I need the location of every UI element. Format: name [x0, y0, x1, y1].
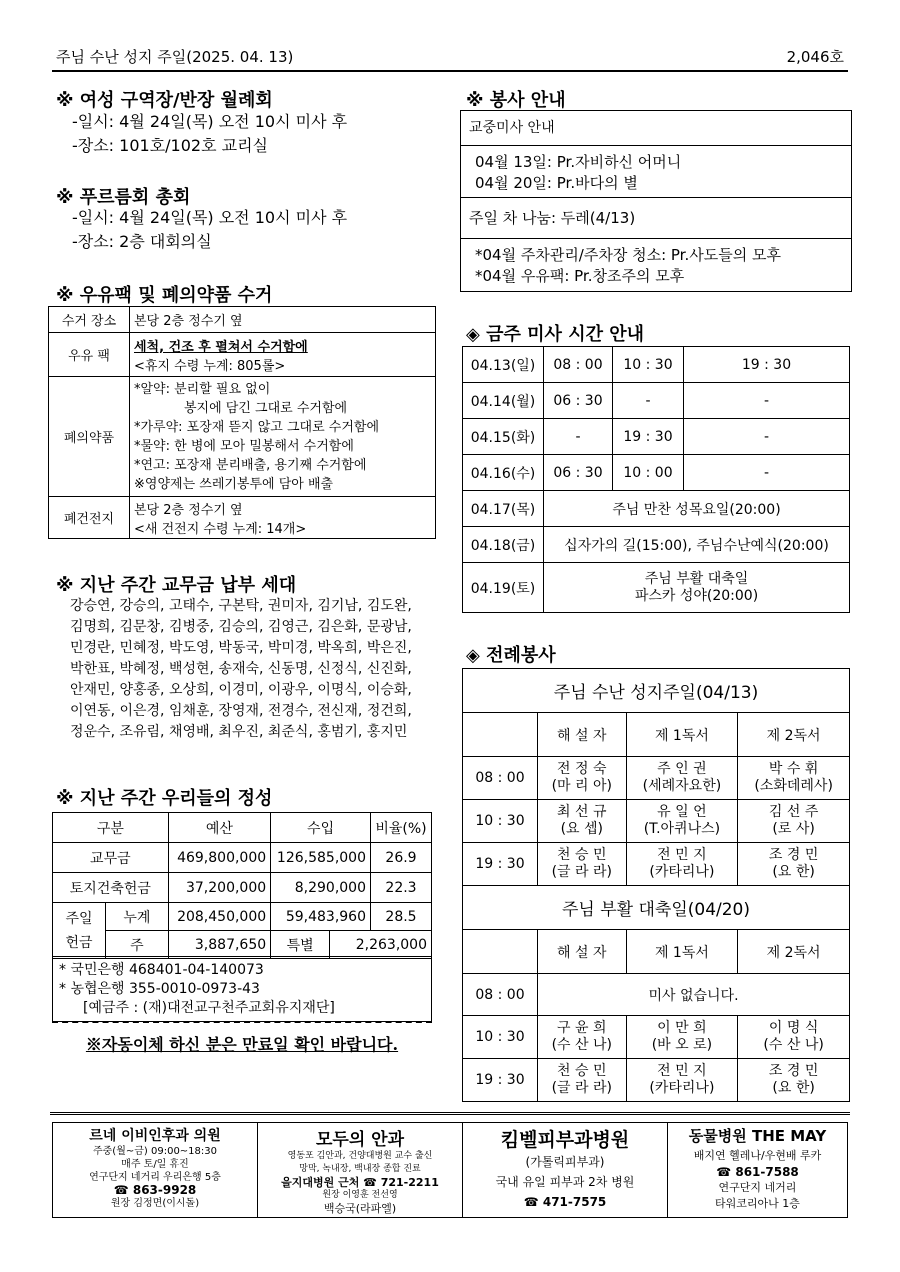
donors-list: 강승연, 강승의, 고태수, 구본탁, 권미자, 김기남, 김도완, 김명희, 김문창, 김병중, 김승의, 김영근, 김은화, 문광남, 민경란, 민혜정, 박도영, 박동국, 박미경, 박옥희, 박은진, 박한표, 박혜정, 백성현, 송재숙, 신동명, 신정식, 신진화, 안재민, 양홍종, 오상희, 이경미, 이광우, 이명식, 이승화, 이연동, 이은경, 임채훈, 장영재, 전경수, 전신재, 정건희, 정운수, 조유림, 채영배, 최우진, 최준식, 홍범기, 홍지민	[70, 598, 412, 740]
ads-table	[52, 1122, 848, 1218]
mass-event: 주님 만찬 성목요일(20:00)	[544, 491, 850, 527]
mass-time: -	[684, 383, 850, 419]
ad-line: 배지연 헬레나/우현배 루카	[693, 1149, 822, 1162]
person-name: 천 승 민	[557, 1063, 607, 1079]
baptismal-name: (글 라 라)	[551, 1080, 612, 1096]
mass-date: 04.16(수)	[463, 455, 544, 491]
baptismal-name: (T.아퀴나스)	[643, 821, 721, 837]
car-share: 주일 차 나눔: 두레(4/13)	[461, 198, 851, 239]
commentator-cell	[538, 800, 627, 843]
notice-box	[52, 1021, 432, 1063]
person-name: 최 선 규	[557, 804, 607, 820]
mass-time: 10 : 30	[613, 347, 684, 383]
ad-details	[262, 1150, 458, 1215]
liturgy-time: 19 : 30	[463, 1059, 538, 1102]
mass-guide-line: 04월 13일: Pr.자비하신 어머니	[475, 153, 682, 171]
ad-derma-hospital	[463, 1123, 668, 1218]
easter-vigil-line: 파스카 성야(20:00)	[634, 587, 759, 604]
ad-line: (가톨릭피부과)	[525, 1155, 605, 1169]
milk-count: <휴지 수령 누계: 805롤>	[134, 358, 286, 374]
bank-account-1: * 국민은행 468401-04-140073	[59, 962, 264, 978]
reader1-cell	[626, 1016, 738, 1059]
reader2-cell	[738, 757, 850, 800]
ad-line: 국내 유일 피부과 2차 병원	[495, 1175, 635, 1189]
ad-phone: ☎ 863-9928	[113, 1183, 197, 1197]
reader1-cell	[626, 800, 738, 843]
mass-time: 19 : 30	[613, 419, 684, 455]
offering-header: 예산	[168, 813, 270, 843]
bulletin-title: 주님 수난 성지 주일(2025. 04. 13)	[56, 48, 294, 66]
mass-time: -	[684, 455, 850, 491]
mass-time: 10 : 00	[613, 455, 684, 491]
week-value: 3,887,650	[168, 931, 270, 959]
page-header	[52, 40, 848, 72]
role-header: 제 2독서	[738, 713, 850, 757]
cum-label: 누계	[106, 903, 169, 931]
ad-details	[467, 1152, 663, 1212]
green-meeting-place: -장소: 2층 대회의실	[72, 232, 212, 251]
baptismal-name: (요 한)	[772, 864, 815, 880]
baptismal-name: (글 라 라)	[551, 864, 612, 880]
medicine-line: *연고: 포장재 분리배출, 용기째 수거함에	[134, 457, 367, 473]
empty-cell	[463, 713, 538, 757]
ad-phone: 을지대병원 근처 ☎ 721-2211	[281, 1176, 439, 1189]
person-name: 조 경 민	[768, 1063, 819, 1079]
mass-date: 04.14(월)	[463, 383, 544, 419]
liturgy-time: 08 : 00	[463, 757, 538, 800]
ad-details	[672, 1148, 843, 1212]
mass-guide-body	[461, 146, 851, 198]
milk-instruction: 세척, 건조 후 펼쳐서 수거함에	[134, 339, 308, 355]
milk-cell	[130, 333, 436, 377]
bank-account-2: * 농협은행 355-0010-0973-43	[59, 981, 260, 997]
person-name: 이 만 희	[657, 1020, 707, 1036]
offering-cell: 8,290,000	[271, 873, 371, 903]
service-title: ※ 봉사 안내	[466, 90, 566, 111]
recycle-title: ※ 우유팩 및 폐의약품 수거	[56, 285, 273, 306]
ad-line: 타워코리아나 1층	[715, 1197, 800, 1210]
place-label: 수거 장소	[49, 307, 130, 333]
ad-line: 매주 토/일 휴진	[121, 1159, 189, 1170]
ad-animal-hospital	[668, 1123, 848, 1218]
baptismal-name: (수 산 나)	[763, 1037, 824, 1053]
ad-line: 주중(월~금) 09:00~18:30	[92, 1146, 218, 1157]
ad-line: 연구단지 네거리	[718, 1181, 797, 1194]
baptismal-name: (소화데레사)	[754, 778, 833, 794]
cum-ratio: 28.5	[371, 903, 432, 931]
easter-title: 주님 부활 대축일(04/20)	[463, 886, 850, 930]
women-meeting-title: ※ 여성 구역장/반장 월례회	[56, 90, 273, 111]
role-header: 해 설 자	[538, 713, 627, 757]
ad-details	[57, 1145, 253, 1210]
person-name: 김 선 주	[768, 804, 819, 820]
baptismal-name: (수 산 나)	[551, 1037, 612, 1053]
medicine-line: *알약: 분리할 필요 없이	[134, 381, 271, 397]
offering-header: 비율(%)	[371, 813, 432, 843]
mass-time: -	[684, 419, 850, 455]
mass-time: 19 : 30	[684, 347, 850, 383]
liturgy-time: 10 : 30	[463, 800, 538, 843]
account-holder: [예금주 : (재)대전교구천주교회유지재단]	[83, 1000, 335, 1016]
mass-date: 04.18(금)	[463, 527, 544, 563]
ad-name: 모두의 안과	[315, 1130, 405, 1150]
battery-count: <새 건전지 수령 누계: 14개>	[134, 521, 307, 537]
person-name: 전 민 지	[657, 1063, 707, 1079]
reader2-cell	[738, 1059, 850, 1102]
service-note: *04월 주차관리/주차장 청소: Pr.사도들의 모후	[475, 246, 781, 264]
ad-line: 원장 이영훈 전선영	[322, 1190, 398, 1200]
liturgy-table	[462, 668, 850, 1102]
empty-cell	[463, 930, 538, 974]
role-header: 제 2독서	[738, 930, 850, 974]
mass-event	[544, 563, 850, 613]
reader2-cell	[738, 800, 850, 843]
commentator-cell	[538, 843, 627, 886]
baptismal-name: (요 셉)	[560, 821, 603, 837]
offering-header: 구분	[53, 813, 169, 843]
women-meeting-time: -일시: 4월 24일(목) 오전 10시 미사 후	[72, 112, 348, 131]
place-value: 본당 2층 정수기 옆	[130, 307, 436, 333]
mass-time: -	[544, 419, 613, 455]
easter-vigil-line: 주님 부활 대축일	[644, 570, 749, 587]
liturgy-time: 10 : 30	[463, 1016, 538, 1059]
medicine-line: *물약: 한 병에 모아 밀봉해서 수거함에	[134, 438, 354, 454]
ad-name: 르네 이비인후과 의원	[89, 1128, 221, 1144]
mass-date: 04.15(화)	[463, 419, 544, 455]
cum-income: 59,483,960	[271, 903, 371, 931]
battery-cell	[130, 497, 436, 539]
person-name: 박 수 휘	[768, 761, 819, 777]
special-value: 2,263,000	[330, 931, 432, 959]
baptismal-name: (로 사)	[772, 821, 815, 837]
milk-label: 우유 팩	[49, 333, 130, 377]
sunday-label: 주일 헌금	[53, 903, 106, 959]
offering-cell: 469,800,000	[168, 843, 270, 873]
mass-date: 04.13(일)	[463, 347, 544, 383]
reader1-cell	[626, 1059, 738, 1102]
service-note: *04월 우유팩: Pr.창조주의 모후	[475, 267, 685, 285]
medicine-label: 폐의약품	[49, 377, 130, 497]
baptismal-name: (세례자요한)	[642, 778, 722, 794]
baptismal-name: (바 오 로)	[651, 1037, 713, 1053]
issue-number: 2,046호	[786, 48, 844, 66]
baptismal-name: (카타리나)	[649, 864, 715, 880]
offering-cell: 토지건축헌금	[53, 873, 169, 903]
mass-time: 06 : 30	[544, 383, 613, 419]
women-meeting-body	[72, 110, 347, 158]
commentator-cell	[538, 1059, 627, 1102]
ad-phone: ☎ 861-7588	[716, 1165, 799, 1179]
reader2-cell	[738, 843, 850, 886]
liturgy-time: 08 : 00	[463, 974, 538, 1016]
reader1-cell	[626, 843, 738, 886]
battery-label: 폐건전지	[49, 497, 130, 539]
reader1-cell	[626, 757, 738, 800]
commentator-cell	[538, 757, 627, 800]
week-label: 주	[106, 931, 169, 959]
service-notes	[461, 239, 851, 287]
mass-guide-line: 04월 20일: Pr.바다의 별	[475, 174, 638, 192]
battery-place: 본당 2층 정수기 옆	[134, 502, 243, 518]
offering-table	[52, 812, 432, 959]
offering-cell: 26.9	[371, 843, 432, 873]
role-header: 제 1독서	[626, 930, 738, 974]
person-name: 구 윤 희	[557, 1020, 607, 1036]
person-name: 천 승 민	[557, 847, 607, 863]
mass-date: 04.17(목)	[463, 491, 544, 527]
mass-times-title: ◈ 금주 미사 시간 안내	[466, 324, 645, 345]
reader2-cell	[738, 1016, 850, 1059]
mass-time: 08 : 00	[544, 347, 613, 383]
ad-line: 백승국(라파엘)	[323, 1202, 397, 1215]
role-header: 해 설 자	[538, 930, 627, 974]
green-meeting-body	[72, 206, 347, 254]
ad-line: 망막, 녹내장, 백내장 종합 진료	[299, 1164, 421, 1174]
role-header: 제 1독서	[626, 713, 738, 757]
green-meeting-title: ※ 푸르름회 총회	[56, 187, 191, 208]
person-name: 전 정 숙	[557, 761, 607, 777]
ad-line: 연구단지 네거리 우리은행 5층	[89, 1172, 221, 1183]
baptismal-name: (카타리나)	[649, 1080, 715, 1096]
footer-rule	[50, 1112, 850, 1115]
mass-times-table	[462, 346, 850, 613]
offering-title: ※ 지난 주간 우리들의 정성	[56, 788, 273, 809]
offering-cell: 교무금	[53, 843, 169, 873]
baptismal-name: (요 한)	[772, 1080, 815, 1096]
medicine-cell	[130, 377, 436, 497]
ad-line: 원장 김정면(이시돌)	[110, 1198, 200, 1209]
mass-time: -	[613, 383, 684, 419]
women-meeting-place: -장소: 101호/102호 교리실	[72, 136, 268, 155]
service-box	[460, 110, 852, 292]
commentator-cell	[538, 1016, 627, 1059]
no-mass-notice: 미사 없습니다.	[538, 974, 850, 1016]
palm-sunday-title: 주님 수난 성지주일(04/13)	[463, 669, 850, 713]
person-name: 전 민 지	[657, 847, 707, 863]
mass-date: 04.19(토)	[463, 563, 544, 613]
offering-cell: 126,585,000	[271, 843, 371, 873]
ad-line: 영동포 김안과, 건양대병원 교수 출신	[287, 1151, 433, 1161]
medicine-line: 봉지에 담긴 그대로 수거함에	[184, 400, 348, 416]
person-name: 이 명 식	[768, 1020, 819, 1036]
ad-phone: ☎ 471-7575	[523, 1195, 607, 1209]
donors-title: ※ 지난 주간 교무금 납부 세대	[56, 575, 297, 596]
ad-ent-clinic	[53, 1123, 258, 1218]
green-meeting-time: -일시: 4월 24일(목) 오전 10시 미사 후	[72, 208, 348, 227]
medicine-line: ※영양제는 쓰레기봉투에 담아 배출	[134, 476, 334, 492]
ad-eye-clinic	[258, 1123, 463, 1218]
mass-time: 06 : 30	[544, 455, 613, 491]
offering-cell: 37,200,000	[168, 873, 270, 903]
medicine-line: *가루약: 포장재 뜯지 않고 그대로 수거함에	[134, 419, 380, 435]
person-name: 조 경 민	[768, 847, 819, 863]
liturgy-title: ◈ 전례봉사	[466, 645, 556, 666]
baptismal-name: (마 리 아)	[551, 778, 612, 794]
recycle-table	[48, 306, 436, 539]
mass-guide-title: 교중미사 안내	[461, 111, 851, 146]
auto-transfer-notice: ※자동이체 하신 분은 만료일 확인 바랍니다.	[85, 1035, 399, 1054]
person-name: 유 일 언	[657, 804, 707, 820]
mass-event: 십자가의 길(15:00), 주님수난예식(20:00)	[544, 527, 850, 563]
offering-cell: 22.3	[371, 873, 432, 903]
liturgy-time: 19 : 30	[463, 843, 538, 886]
offering-header: 수입	[271, 813, 371, 843]
cum-budget: 208,450,000	[168, 903, 270, 931]
ad-name: 킴벨피부과병원	[500, 1129, 630, 1151]
person-name: 주 인 권	[657, 761, 707, 777]
bank-info	[52, 956, 432, 1022]
special-label: 특별	[271, 931, 330, 959]
ad-name: 동물병원 THE MAY	[688, 1127, 827, 1145]
